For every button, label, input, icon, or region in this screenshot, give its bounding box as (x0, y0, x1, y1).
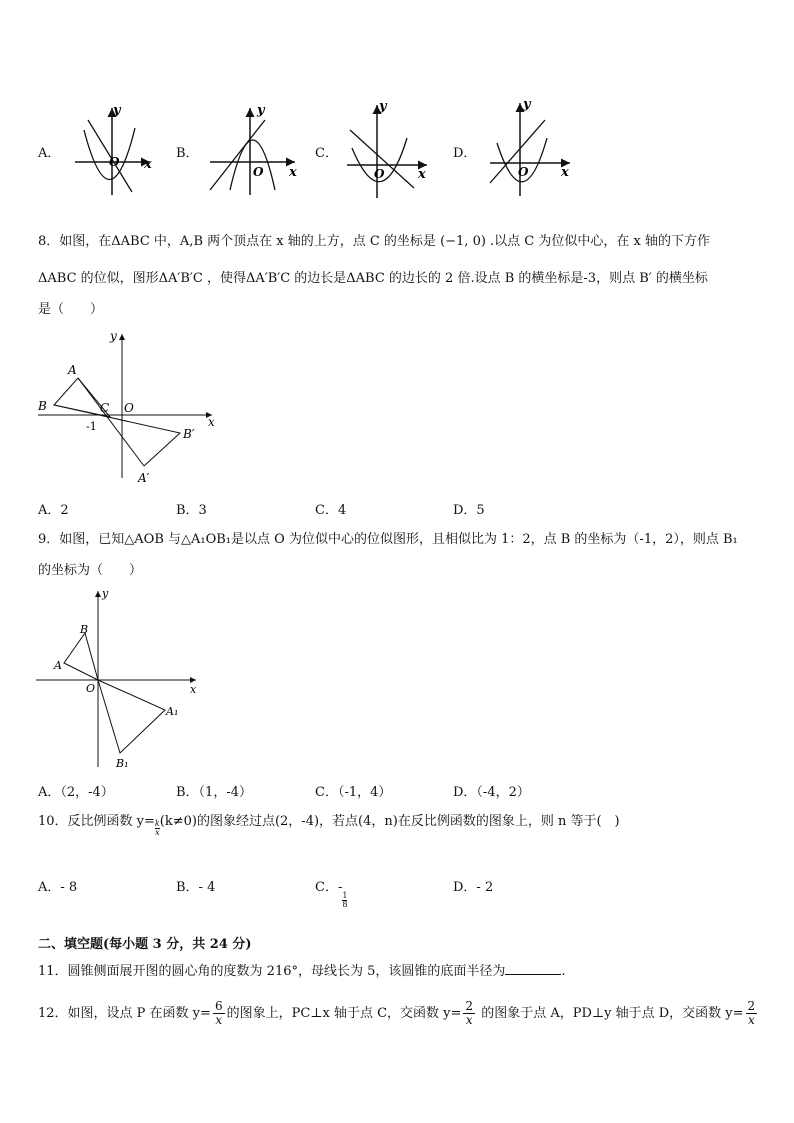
q10-option-c-fraction: $\frac{1}{8}$ (342, 891, 348, 909)
q11-stem: 11．圆锥侧面展开图的圆心角的度数为 216°，母线长为 5，该圆锥的底面半径为 . (38, 964, 566, 979)
q9-label-b: B (80, 623, 89, 636)
q8-option-c: C．4 (315, 503, 347, 518)
q7-option-c-label: C． (315, 146, 338, 161)
q12-fraction-2: $\frac{2}{x}$ (465, 999, 474, 1027)
q8-label-y: y (110, 329, 117, 343)
q8-label-b: B (38, 399, 47, 413)
q8-line3: 是（ ） (38, 302, 104, 317)
q7d-y: y (523, 98, 531, 112)
q10-option-c: C．- $\frac{1}{8}$ (315, 880, 348, 909)
q9-option-a: A．（2，-4） (38, 785, 114, 800)
q7c-y: y (379, 100, 387, 114)
q8-figure (30, 328, 230, 490)
q7b-y: y (257, 103, 265, 118)
q9-label-x: x (190, 683, 197, 696)
q7c-o: O (374, 167, 385, 181)
q8-label-bprime: B′ (183, 427, 195, 441)
q7a-o: O (109, 155, 120, 169)
q8-option-d: D．5 (453, 503, 485, 518)
q10-stem (38, 813, 620, 837)
q10-prefix: 10．反比例函数 y= (38, 814, 155, 829)
q11-text: 11．圆锥侧面展开图的圆心角的度数为 216°，母线长为 5，该圆锥的底面半径为 (38, 964, 506, 979)
q8-label-o: O (124, 401, 134, 415)
q7d-o: O (518, 165, 529, 179)
q10-fraction: $\frac{k}{x}$ (154, 819, 160, 837)
q7a-y: y (113, 103, 121, 118)
q8-label-x: x (208, 415, 215, 429)
q7a-x: x (144, 157, 152, 172)
q8-label-c: C (100, 401, 110, 415)
q12-part3: 的图象于点 A，PD⊥y 轴于点 D，交函数 y= (477, 1006, 744, 1021)
q12-stem (38, 996, 759, 1032)
q9-figure (30, 585, 210, 775)
q7-option-d-label: D． (453, 146, 477, 161)
q7-option-b-label: B． (176, 146, 199, 161)
q9-label-a1: A₁ (166, 705, 179, 718)
q7-graph-d (485, 98, 580, 198)
q7-option-a-label: A． (38, 146, 61, 161)
q9-label-o: O (86, 682, 96, 695)
q12-fraction-3: $\frac{2}{x}$ (747, 999, 756, 1027)
q12-part2: 的图象上，PC⊥x 轴于点 C，交函数 y= (226, 1006, 462, 1021)
q7d-x: x (561, 165, 569, 180)
q9-line2: 的坐标为（ ） (38, 563, 143, 578)
q8-label-aprime: A′ (138, 471, 150, 485)
q7b-o: O (253, 165, 264, 179)
q7c-x: x (418, 167, 426, 182)
q8-line2: ΔABC 的位似，图形ΔA′B′C ，使得ΔA′B′C 的边长是ΔABC 的边长的 2 倍.设点 B 的横坐标是-3，则点 B′ 的横坐标 (38, 271, 708, 286)
q12-part1: 12．如图，设点 P 在函数 y= (38, 1006, 211, 1021)
q9-line1: 9．如图，已知△AOB 与△A₁OB₁是以点 O 为位似中心的位似图形，且相似比为 1：2，点 B 的坐标为（-1，2），则点 B₁ (38, 532, 738, 547)
q9-option-b: B．（1，-4） (176, 785, 252, 800)
q7-graph-a (70, 100, 160, 200)
q11-answer-blank[interactable] (505, 962, 561, 975)
q9-label-b1: B₁ (116, 757, 129, 770)
q9-option-c: C．（-1，4） (315, 785, 392, 800)
q7-graph-c (342, 100, 437, 200)
q9-label-y: y (102, 587, 109, 600)
q10-option-a: A．- 8 (38, 880, 78, 895)
q9-option-d: D．（-4，2） (453, 785, 530, 800)
q8-label-minus1: -1 (86, 420, 97, 433)
q7b-x: x (289, 165, 297, 180)
q12-fraction-1: $\frac{6}{x}$ (214, 999, 223, 1027)
section-2-title: 二、填空题(每小题 3 分，共 24 分) (38, 937, 252, 952)
q10-option-d: D．- 2 (453, 880, 494, 895)
q7-graph-b (205, 100, 305, 200)
q8-option-b: B．3 (176, 503, 207, 518)
q8-label-a: A (68, 363, 77, 377)
q9-label-a: A (54, 659, 62, 672)
q8-option-a: A．2 (38, 503, 69, 518)
q8-line1: 8．如图，在ΔABC 中，A,B 两个顶点在 x 轴的上方，点 C 的坐标是 (−1, 0) .以点 C 为位似中心，在 x 轴的下方作 (38, 234, 710, 249)
q10-option-b: B．- 4 (176, 880, 216, 895)
q10-suffix: (k≠0)的图象经过点(2，-4)，若点(4，n)在反比例函数的图象上，则 n 等于( ) (159, 814, 620, 829)
